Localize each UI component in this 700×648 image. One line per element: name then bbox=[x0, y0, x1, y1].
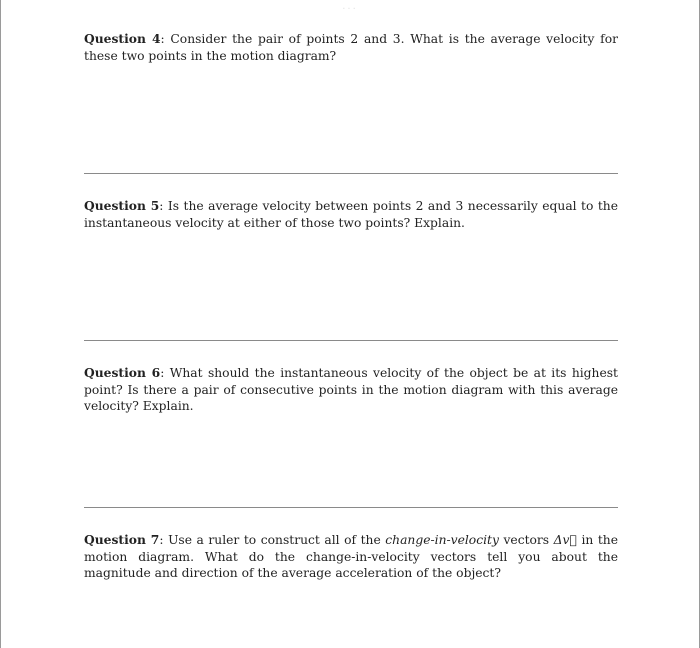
question-7-text-mid: vectors bbox=[503, 533, 550, 547]
question-7-emphasis: change-in-velocity bbox=[385, 533, 499, 547]
question-6-text: What should the instantaneous velocity of the object be at its highest point? Is there a pair of consecutive points in the motion diagram with this average velocity? Explain. bbox=[84, 366, 618, 413]
question-7-text-after: in the motion diagram. What do the change-in-velocity vectors tell you about the magnitude and direction of the average acceleration of the object? bbox=[84, 533, 618, 580]
question-7-text-before: Use a ruler to construct all of the bbox=[168, 533, 381, 547]
answer-divider-2 bbox=[84, 340, 618, 341]
question-5-label: Question 5 bbox=[84, 198, 160, 213]
page-top-mark: ··· bbox=[342, 4, 358, 15]
answer-divider-3 bbox=[84, 507, 618, 508]
question-6: Question 6: What should the instantaneous velocity of the object be at its highest point? Is there a pair of consecutive points in the motion diagram with this average velocity? Explain. bbox=[84, 365, 618, 413]
question-7-label: Question 7 bbox=[84, 532, 160, 547]
question-6-label: Question 6 bbox=[84, 365, 161, 380]
question-5-text: Is the average velocity between points 2 and 3 necessarily equal to the instantaneous velocity at either of those two points? Explain. bbox=[84, 199, 618, 230]
question-4-text: Consider the pair of points 2 and 3. What is the average velocity for these two points in the motion diagram? bbox=[84, 32, 618, 63]
question-5: Question 5: Is the average velocity between points 2 and 3 necessarily equal to the instantaneous velocity at either of those two points? Explain. bbox=[84, 198, 618, 230]
question-4: Question 4: Consider the pair of points 2 and 3. What is the average velocity for these two points in the motion diagram? bbox=[84, 31, 618, 63]
question-7: Question 7: Use a ruler to construct all of the change-in-velocity vectors Δv⃗ in the motion diagram. What do the change-in-velocity vectors tell you about the magnitude and direction of the average acceleration of the object? bbox=[84, 532, 618, 580]
answer-divider-1 bbox=[84, 173, 618, 174]
question-4-label: Question 4 bbox=[84, 31, 161, 46]
delta-v-symbol: Δv⃗ bbox=[553, 533, 577, 547]
